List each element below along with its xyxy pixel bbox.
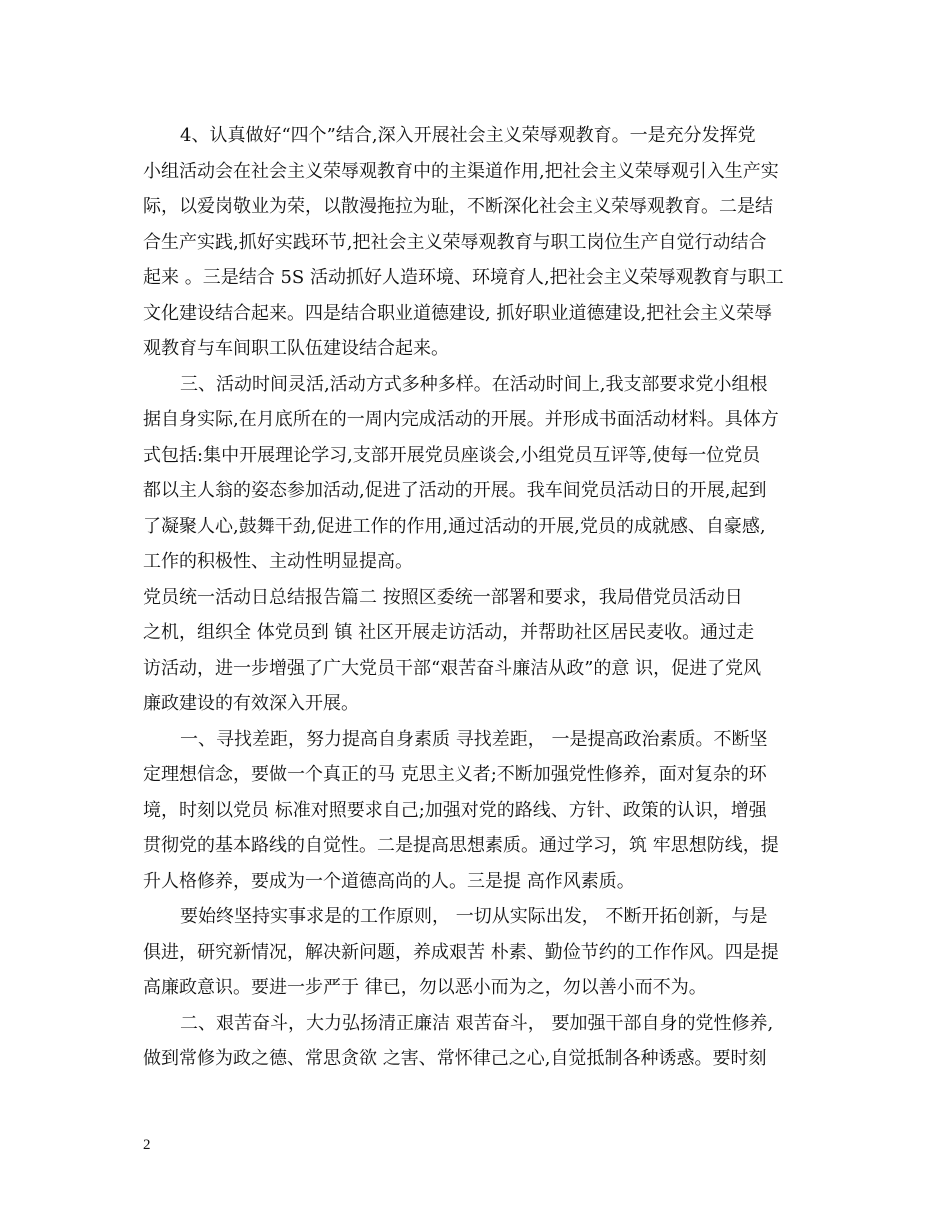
- text-line: 合生产实践,抓好实践环节,把社会主义荣辱观教育与职工岗位生产自觉行动结合: [143, 231, 767, 253]
- text-line: 都以主人翁的姿态参加活动,促进了活动的开展。我车间党员活动日的开展,起到: [143, 480, 767, 501]
- text-line: 际，以爱岗敬业为荣，以散漫拖拉为耻，不断深化社会主义荣辱观教育。二是结: [143, 196, 773, 217]
- text-line: 4、认真做好“四个”结合,深入开展社会主义荣辱观教育。一是充分发挥党: [180, 125, 756, 146]
- text-line: 了凝聚人心,鼓舞干劲,促进工作的作用,通过活动的开展,党员的成就感、自豪感,: [143, 515, 766, 537]
- text-line: 式包括:集中开展理论学习,支部开展党员座谈会,小组党员互评等,使每一位党员: [143, 444, 761, 466]
- text-line: 之机，组织全 体党员到 镇 社区开展走访活动，并帮助社区居民麦收。通过走: [143, 622, 755, 643]
- text-line: 贯彻党的基本路线的自觉性。二是提高思想素质。通过学习，筑 牢思想防线，提: [143, 835, 779, 856]
- section-heading-line: 党员统一活动日总结报告篇二 按照区委统一部署和要求，我局借党员活动日: [143, 586, 743, 608]
- text-line: 一、寻找差距，努力提高自身素质 寻找差距， 一是提高政治素质。不断坚: [180, 728, 768, 750]
- text-line: 做到常修为政之德、常思贪欲 之害、常怀律己之心,自觉抵制各种诱惑。要时刻: [143, 1048, 767, 1069]
- text-line: 定理想信念，要做一个真正的马 克思主义者;不断加强党性修养，面对复杂的环: [143, 764, 767, 785]
- text-line: 文化建设结合起来。四是结合职业道德建设, 抓好职业道德建设,把社会主义荣辱: [143, 302, 773, 324]
- document-body: [143, 118, 811, 1077]
- page-number: 2: [143, 1137, 151, 1153]
- text-line: 起来 。三是结合 5S 活动抓好人造环境、环境育人,把社会主义荣辱观教育与职工: [143, 267, 784, 288]
- text-line: 境，时刻以党员 标准对照要求自己;加强对党的路线、方针、政策的认识，增强: [143, 799, 767, 821]
- text-line: 工作的积极性、主动性明显提高。: [143, 551, 413, 572]
- text-line: 三、活动时间灵活,活动方式多种多样。在活动时间上,我支部要求党小组根: [180, 373, 768, 395]
- text-line: 俱进，研究新情况，解决新问题，养成艰苦 朴素、勤俭节约的工作作风。四是提: [143, 941, 779, 963]
- text-line: 要始终坚持实事求是的工作原则， 一切从实际出发， 不断开拓创新，与是: [180, 906, 768, 927]
- text-line: 观教育与车间职工队伍建设结合起来。: [143, 338, 449, 359]
- text-line: 据自身实际,在月底所在的一周内完成活动的开展。并形成书面活动材料。具体方: [143, 409, 779, 430]
- text-line: 小组活动会在社会主义荣辱观教育中的主渠道作用,把社会主义荣辱观引入生产实: [143, 160, 779, 182]
- text-line: 升人格修养，要成为一个道德高尚的人。三是提 高作风素质。: [143, 870, 635, 892]
- text-line: 廉政建设的有效深入开展。: [143, 693, 359, 714]
- text-line: 访活动，进一步增强了广大党员干部“艰苦奋斗廉洁从政”的意 识，促进了党风: [143, 657, 762, 679]
- text-line: 高廉政意识。要进一步严于 律已，勿以恶小而为之，勿以善小而不为。: [143, 977, 707, 998]
- text-line: 二、艰苦奋斗，大力弘扬清正廉洁 艰苦奋斗， 要加强干部自身的党性修养,: [180, 1012, 774, 1034]
